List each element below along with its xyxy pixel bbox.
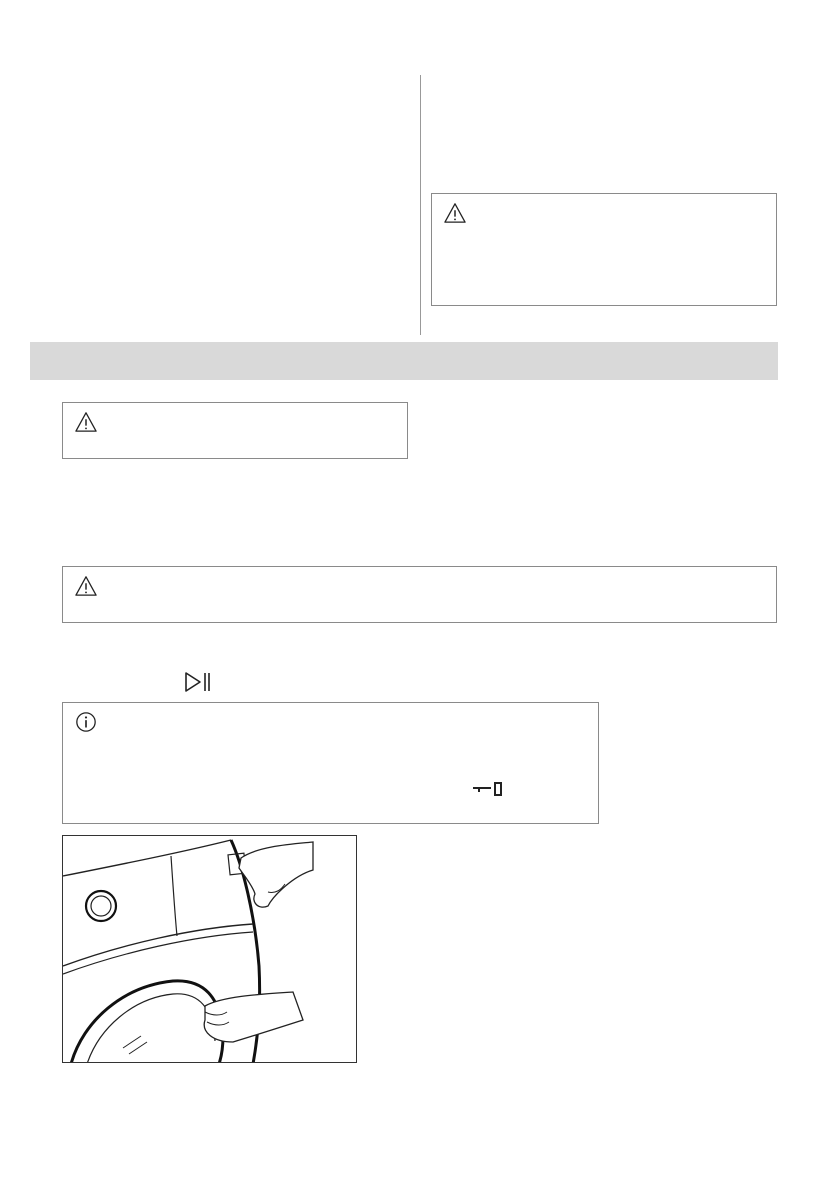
column-divider <box>420 75 421 335</box>
start-pause-icon <box>183 671 213 693</box>
warning-triangle-icon <box>75 411 97 433</box>
washing-machine-drawing <box>63 836 357 1063</box>
info-circle-icon <box>75 711 97 733</box>
door-lock-key-icon <box>471 781 505 797</box>
warning-box-right-column <box>431 193 777 306</box>
section-heading-band <box>30 342 778 380</box>
info-box <box>62 702 599 824</box>
warning-box-2 <box>62 566 777 623</box>
warning-triangle-icon <box>75 575 97 597</box>
washing-machine-illustration <box>62 835 357 1063</box>
warning-triangle-icon <box>444 202 466 224</box>
warning-box-1 <box>62 402 408 459</box>
